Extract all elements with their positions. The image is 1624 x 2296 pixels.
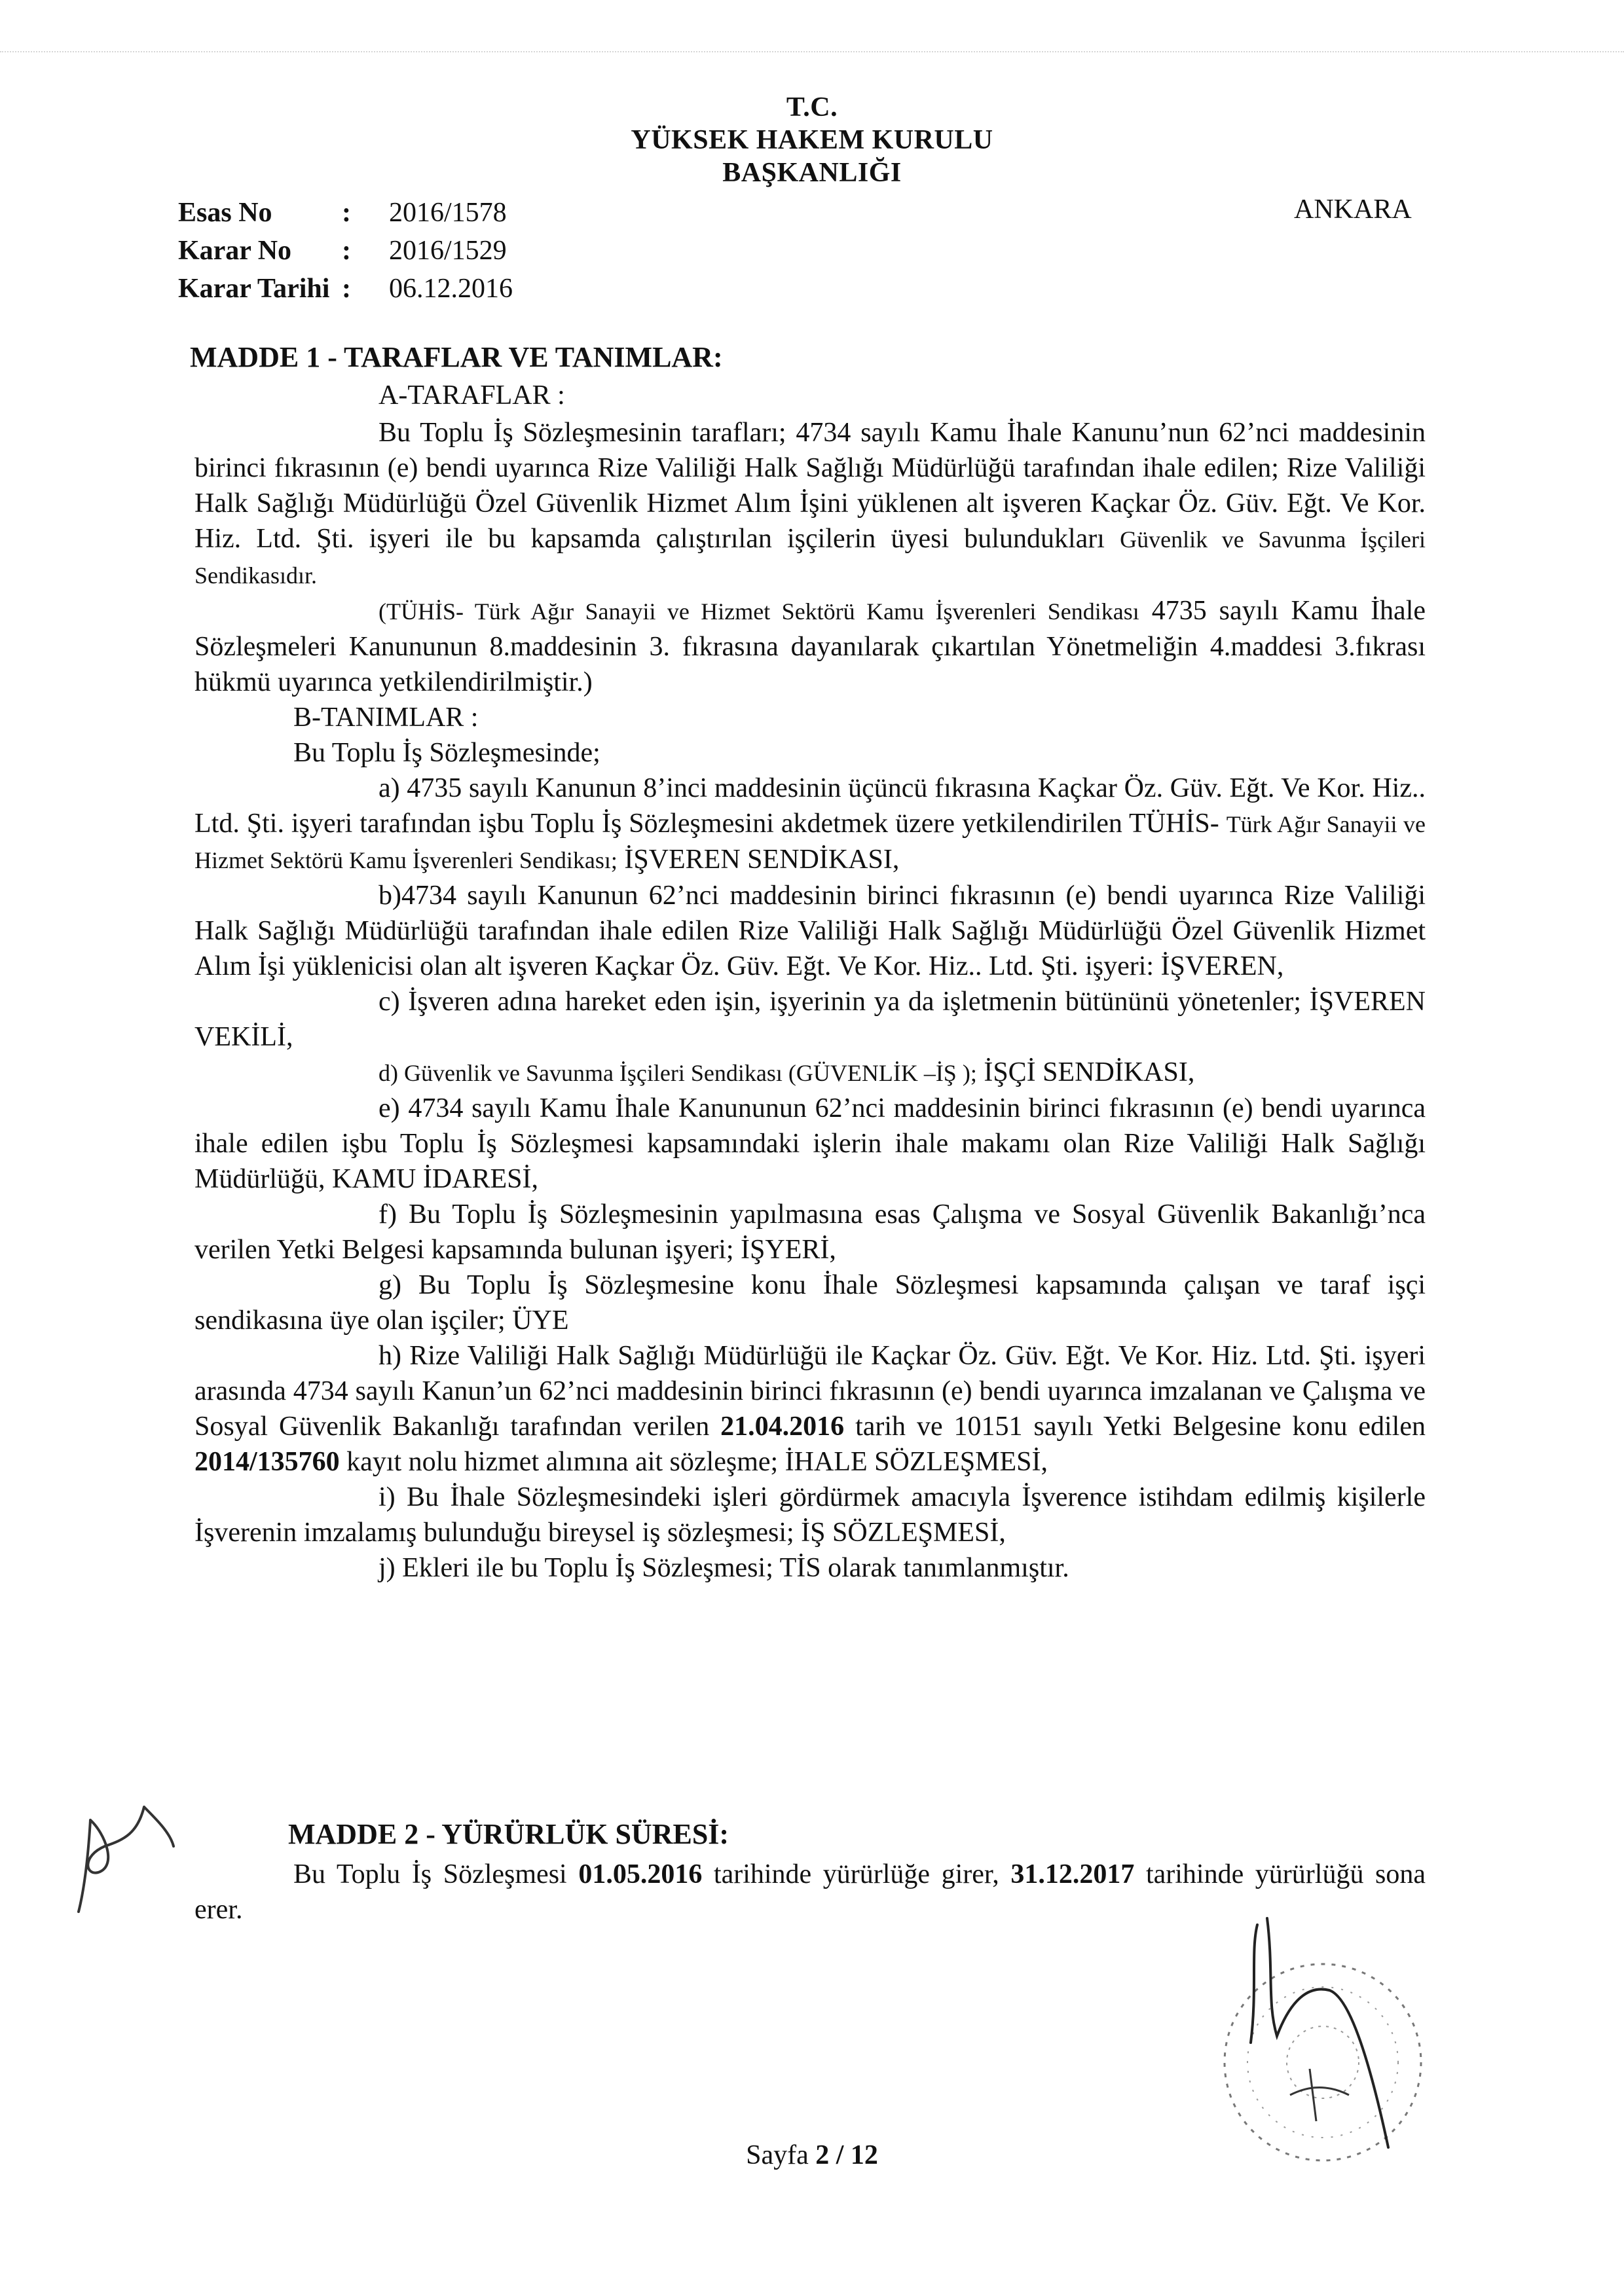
margin-initials-signature xyxy=(59,1794,190,1925)
definition-i: i) Bu İhale Sözleşmesindeki işleri gördürmek amacıyla İşverence istihdam edilmiş kişilerle İşverenin imzalamış bulunduğu bireysel iş sözleşmesi; İŞ SÖZLEŞMESİ, xyxy=(194,1482,1426,1548)
definition-h: h) Rize Valiliği Halk Sağlığı Müdürlüğü ile Kaçkar Öz. Güv. Eğt. Ve Kor. Hiz. Ltd. Şti. işyeri arasında 4734 sayılı Kanun’un 62’nci maddesinin birinci fıkrasının (e) bendi uyarınca imzalanan ve Çalışma ve Sosyal Güvenlik Bakanlığı tarafından verilen 21.04.2016 tarih ve 10151 sayılı Yetki Belgesine konu edilen 2014/135760 kayıt nolu hizmet alımına ait sözleşme; İHALE SÖZLEŞMESİ, xyxy=(194,1341,1426,1477)
header-institution: YÜKSEK HAKEM KURULU xyxy=(631,125,993,155)
tarih-value: 06.12.2016 xyxy=(389,274,513,304)
header-presidency: BAŞKANLIĞI xyxy=(722,158,902,188)
tuhis-paragraph: (TÜHİS- Türk Ağır Sanayii ve Hizmet Sektörü Kamu İşverenleri Sendikası 4735 sayılı Kamu İhale Sözleşmeleri Kanununun 8.maddesinin 3. fıkrasına dayanılarak çıkartılan Yönetmeliğin 4.maddesi 3.fıkrası hükmü uyarınca yetkilendirilmiştir.) xyxy=(194,596,1426,697)
city-label: ANKARA xyxy=(1294,194,1412,225)
b-tanimlar-intro: Bu Toplu İş Sözleşmesinde; xyxy=(293,738,600,768)
tarih-label: Karar Tarihi xyxy=(178,274,330,304)
start-date: 01.05.2016 xyxy=(578,1859,703,1889)
colon: : xyxy=(342,274,351,304)
definition-d: d) Güvenlik ve Savunma İşçileri Sendikası (GÜVENLİK –İŞ ); İŞÇİ SENDİKASI, xyxy=(378,1057,1195,1087)
karar-label: Karar No xyxy=(178,236,292,266)
b-tanimlar-title: B-TANIMLAR : xyxy=(293,702,479,733)
madde1-title: MADDE 1 - TARAFLAR VE TANIMLAR: xyxy=(190,341,723,373)
kayit-no: 2014/135760 xyxy=(194,1447,340,1477)
page-number: Sayfa 2 / 12 xyxy=(746,2140,878,2170)
esas-value: 2016/1578 xyxy=(389,198,507,228)
end-date: 31.12.2017 xyxy=(1010,1859,1135,1889)
colon: : xyxy=(342,198,351,228)
karar-value: 2016/1529 xyxy=(389,236,507,266)
esas-row xyxy=(178,194,513,232)
definition-e: e) 4734 sayılı Kamu İhale Kanununun 62’nci maddesinin birinci fıkrasının (e) bendi uyarınca ihale edilen işbu Toplu İş Sözleşmesi kapsamındaki işlerin ihale makamı olan Rize Valiliği Halk Sağlığı Müdürlüğü, KAMU İDARESİ, xyxy=(194,1093,1426,1194)
esas-label: Esas No xyxy=(178,198,272,228)
madde1-body xyxy=(194,415,1426,1586)
definition-c: c) İşveren adına hareket eden işin, işyerinin ya da işletmenin bütününü yönetenler; İŞVEREN VEKİLİ, xyxy=(194,987,1426,1052)
definition-f: f) Bu Toplu İş Sözleşmesinin yapılmasına esas Çalışma ve Sosyal Güvenlik Bakanlığı’nca verilen Yetki Belgesi kapsamında bulunan işyeri; İŞYERİ, xyxy=(194,1199,1426,1265)
definition-a: a) 4735 sayılı Kanunun 8’inci maddesinin üçüncü fıkrasına Kaçkar Öz. Güv. Eğt. Ve Kor. Hiz.. Ltd. Şti. işyeri tarafından işbu Toplu İş Sözleşmesini akdetmek üzere yetkilendirilen TÜHİS- Türk Ağır Sanayii ve Hizmet Sektörü Kamu İşverenleri Sendikası; İŞVEREN SENDİKASI, xyxy=(194,773,1426,875)
scan-noise-line xyxy=(0,51,1624,54)
header-tc: T.C. xyxy=(786,92,838,122)
case-metadata xyxy=(178,194,513,308)
definition-g: g) Bu Toplu İş Sözleşmesine konu İhale Sözleşmesi kapsamında çalışan ve taraf işçi sendikasına üye olan işçiler; ÜYE xyxy=(194,1270,1426,1336)
karar-row xyxy=(178,232,513,270)
a-taraflar-title: A-TARAFLAR : xyxy=(378,380,565,410)
yetki-date: 21.04.2016 xyxy=(720,1412,845,1442)
madde2-title: MADDE 2 - YÜRÜRLÜK SÜRESİ: xyxy=(288,1818,729,1850)
taraflar-paragraph: Bu Toplu İş Sözleşmesinin tarafları; 4734 sayılı Kamu İhale Kanunu’nun 62’nci maddesinin birinci fıkrasının (e) bendi uyarınca Rize Valiliği Halk Sağlığı Müdürlüğü tarafından ihale edilen; Rize Valiliği Halk Sağlığı Müdürlüğü Özel Güvenlik Hizmet Alım İşini yüklenen alt işveren Kaçkar Öz. Güv. Eğt. Ve Kor. Hiz. Ltd. Şti. işyeri ile bu kapsamda çalıştırılan işçilerin üyesi bulundukları Güvenlik ve Savunma İşçileri Sendikasıdır. xyxy=(194,418,1426,589)
definition-j: j) Ekleri ile bu Toplu İş Sözleşmesi; TİS olarak tanımlanmıştır. xyxy=(378,1553,1069,1583)
definition-b: b)4734 sayılı Kanunun 62’nci maddesinin birinci fıkrasının (e) bendi uyarınca Rize Valiliği Halk Sağlığı Müdürlüğü tarafından ihale edilen Rize Valiliği Halk Sağlığı Müdürlüğü Özel Güvenlik Hizmet Alım İşi yüklenicisi olan alt işveren Kaçkar Öz. Güv. Eğt. Ve Kor. Hiz.. Ltd. Şti. işyeri: İŞVEREN, xyxy=(194,881,1426,981)
yururluk-paragraph: Bu Toplu İş Sözleşmesi 01.05.2016 tarihinde yürürlüğe girer, 31.12.2017 tarihinde yürürlüğü sona erer. xyxy=(194,1859,1426,1925)
tarih-row xyxy=(178,270,513,308)
colon: : xyxy=(342,236,351,266)
